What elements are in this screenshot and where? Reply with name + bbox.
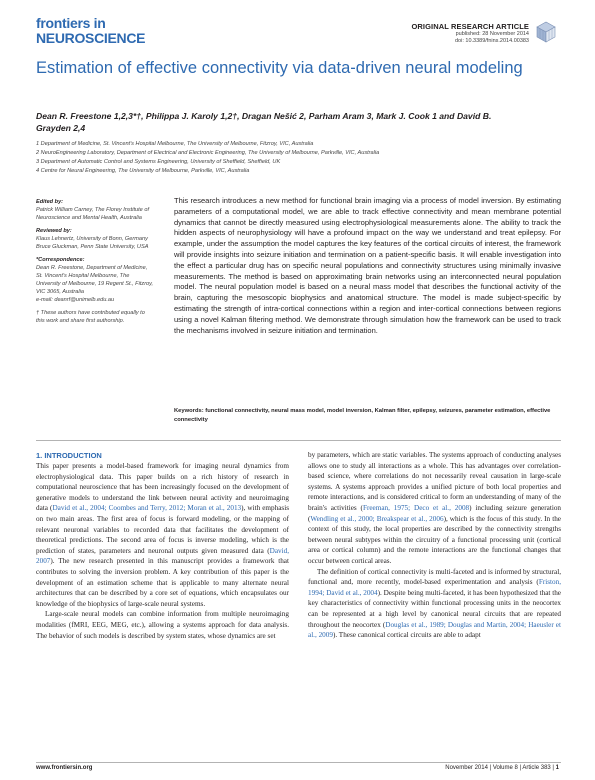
paragraph — [36, 609, 289, 641]
citation-link[interactable]: David, 2007 — [36, 546, 289, 566]
body-column-right — [308, 450, 561, 641]
equal-contribution-note: † These authors have contributed equally to this work and share first authorship. — [36, 310, 145, 324]
edited-by-label: Edited by: — [36, 199, 64, 205]
divider — [36, 440, 561, 441]
affiliation: 4 Centre for Neural Engineering, The University of Melbourne, Parkville, VIC, Australia — [36, 168, 250, 174]
citation-link[interactable]: David et al., 2004; Coombes and Terry, 2012; Moran et al., 2013 — [52, 504, 242, 513]
affiliations — [36, 140, 556, 176]
article-info — [309, 22, 529, 45]
paragraph — [308, 450, 561, 567]
keywords-label: Keywords: — [174, 408, 204, 414]
affiliation: 3 Department of Automatic Control and Systems Engineering, University of Sheffield, Sheffield, UK — [36, 159, 281, 165]
paragraph-text: The definition of cortical connectivity is multi-faceted and is informed by structural, functional and, more recently, model-based experimentation and analysis ( — [308, 567, 561, 587]
published-date: published: 28 November 2014 — [455, 31, 529, 37]
paragraph-text: This paper presents a model-based framework for imaging neural dynamics from electrophysiological data. This paper builds on a rich history of research in computational neuroscience that has been increasingly focused on the development of generative models to understand the link between neural activity and neuroimaging data ( — [36, 462, 289, 513]
correspondence: Dean R. Freestone, Department of Medicine, St. Vincent's Hospital Melbourne, The University of Melbourne, 19 Regent St., Fitzroy, VIC 3065, Australia e-mail: deanrf@unimelb.edu.au — [36, 265, 154, 303]
citation-link[interactable]: Wendling et al., 2000; Breakspear et al., 2006 — [310, 514, 444, 523]
paragraph-text: Large-scale neural models can combine information from multiple neuroimaging modalities (fMRI, EEG, MEG, etc.), allowing a systems approach for data analysis. The behavior of such models is described by system states, whose dynamics are set — [36, 610, 289, 640]
edited-by: Patrick William Carney, The Florey Institute of Neuroscience and Mental Health, Australia — [36, 207, 149, 221]
logo-line-2: NEUROSCIENCE — [36, 30, 146, 46]
paragraph-text: by parameters, which are static variables. The systems approach of conducting analyses allows one to study all interactions as a whole. This has advantages over correlation-based science, where correlations do not necessarily reveal causation in large-scale systems. A systems approach provides a unified picture of both local properties and remote interactions, and is considered critical to form an understanding of many of the brain's activities ( — [308, 451, 561, 512]
abstract: This research introduces a new method for functional brain imaging via a process of model inversion. By estimating parameters of a computational model, we are able to track effective connectivity and mean membrane potential dynamics that cannot be directly measured using electrophysiological measurements alone. The ability to track the hidden aspects of neurophysiology will have a profound impact on the way we understand and treat epilepsy. For example, under the assumption the model captures the key features of the cortical circuits of interest, the framework will provide insights into seizure initiation and termination on a patient-specific basis. It will enable investigation into the effect a particular drug has on specific neural populations and connectivity structures using minimally invasive measurements. The method is based on approximating brain networks using an interconnected neural population model. The neural population model is based on a neural mass model that describes the functional activity of the brain, capturing the mesoscopic biophysics and anatomical structure. The model is made subject-specific by estimating the strength of intra-cortical connections within a region and inter-cortical connections between regions using a novel Kalman filtering method. We demonstrate through simulation how the framework can be used to track the mechanisms involved in seizure initiation and termination. — [174, 196, 561, 335]
affiliation: 1 Department of Medicine, St. Vincent's Hospital Melbourne, The University of Melbourne, Fitzroy, VIC, Australia — [36, 141, 314, 147]
paragraph — [308, 567, 561, 641]
section-heading: 1. INTRODUCTION — [36, 451, 102, 460]
paragraph-text: ). These canonical cortical circuits are able to adapt — [332, 631, 481, 640]
citation-link[interactable]: Douglas et al., 1989; Douglas and Martin, 2004; Haeusler et al., 2009 — [308, 620, 561, 640]
body-column-left — [36, 450, 289, 641]
affiliation: 2 NeuroEngineering Laboratory, Department of Electrical and Electronic Engineering, The University of Melbourne, Parkville, VIC, Australia — [36, 150, 380, 156]
issue-info — [445, 765, 559, 771]
paragraph-text: ). The new research presented in this manuscript provides a framework that contributes to solving the inversion problem. A key contribution of this paper is the development of an estimation scheme that is applicable to many alternate neural architectures that can be described by a core set of equations, which encapsulates our knowledge of the biophysics of large-scale neural systems. — [36, 557, 289, 608]
reviewed-by: Klaus Lehnertz, University of Bonn, Germany Bruce Gluckman, Penn State University, USA — [36, 236, 149, 250]
author-list: Dean R. Freestone 1,2,3*†, Philippa J. Karoly 1,2†, Dragan Nešić 2, Parham Aram 3, Mark J. Cook 1 and David B. Grayden 2,4 — [36, 111, 492, 133]
page-number: 1 — [555, 765, 559, 771]
editorial-sidebar — [36, 198, 154, 325]
article-type: ORIGINAL RESEARCH ARTICLE — [411, 22, 529, 31]
article-title: Estimation of effective connectivity via data-driven neural modeling — [36, 59, 523, 77]
correspondence-label: *Correspondence: — [36, 257, 85, 263]
cube-logo-icon — [533, 19, 559, 45]
keywords-list: functional connectivity, neural mass model, model inversion, Kalman filter, epilepsy, seizures, parameter estimation, effective connectivity — [174, 408, 551, 423]
paragraph-text: ), with emphasis on two main areas. The first area of focus is forward modeling, or the mapping of relevant neuronal variables to recorded data that facilitates the development of theoretical predictions. The second area of focus is inverse modeling, which is the prediction of states, parameters and neuronal outputs given measured data ( — [36, 504, 289, 555]
journal-website-link[interactable]: www.frontiersin.org — [36, 765, 93, 771]
doi: doi: 10.3389/fnins.2014.00383 — [454, 38, 529, 44]
logo-line-1: frontiers in — [36, 15, 106, 31]
paragraph-text: ) including seizure generation ( — [308, 503, 562, 523]
reviewed-by-label: Reviewed by: — [36, 228, 72, 234]
paragraph-text: ), which is the focus of this study. In the context of this study, the local properties are described by the connectivity strengths between neural subtypes within the circuitry of a functional processing unit (cortical area or cortical column) and the remote interactions are the functional changes that occur between cortical areas. — [308, 514, 561, 565]
citation-link[interactable]: Freeman, 1975; Deco et al., 2008 — [362, 503, 470, 512]
paragraph — [36, 461, 289, 609]
issue-details: November 2014 | Volume 8 | Article 383 | — [445, 765, 554, 771]
keywords — [174, 407, 561, 424]
footer-divider — [36, 762, 561, 763]
paragraph-text: ). Despite being multi-faceted, it has been hypothesized that the key characteristics of connectivity within functional processing units in the neocortex can be represented at a high level by canonical neural circuits that are repeated throughout the neocortex ( — [308, 588, 561, 629]
journal-logo — [36, 16, 166, 50]
citation-link[interactable]: Friston, 1994; David et al., 2004 — [308, 578, 561, 597]
